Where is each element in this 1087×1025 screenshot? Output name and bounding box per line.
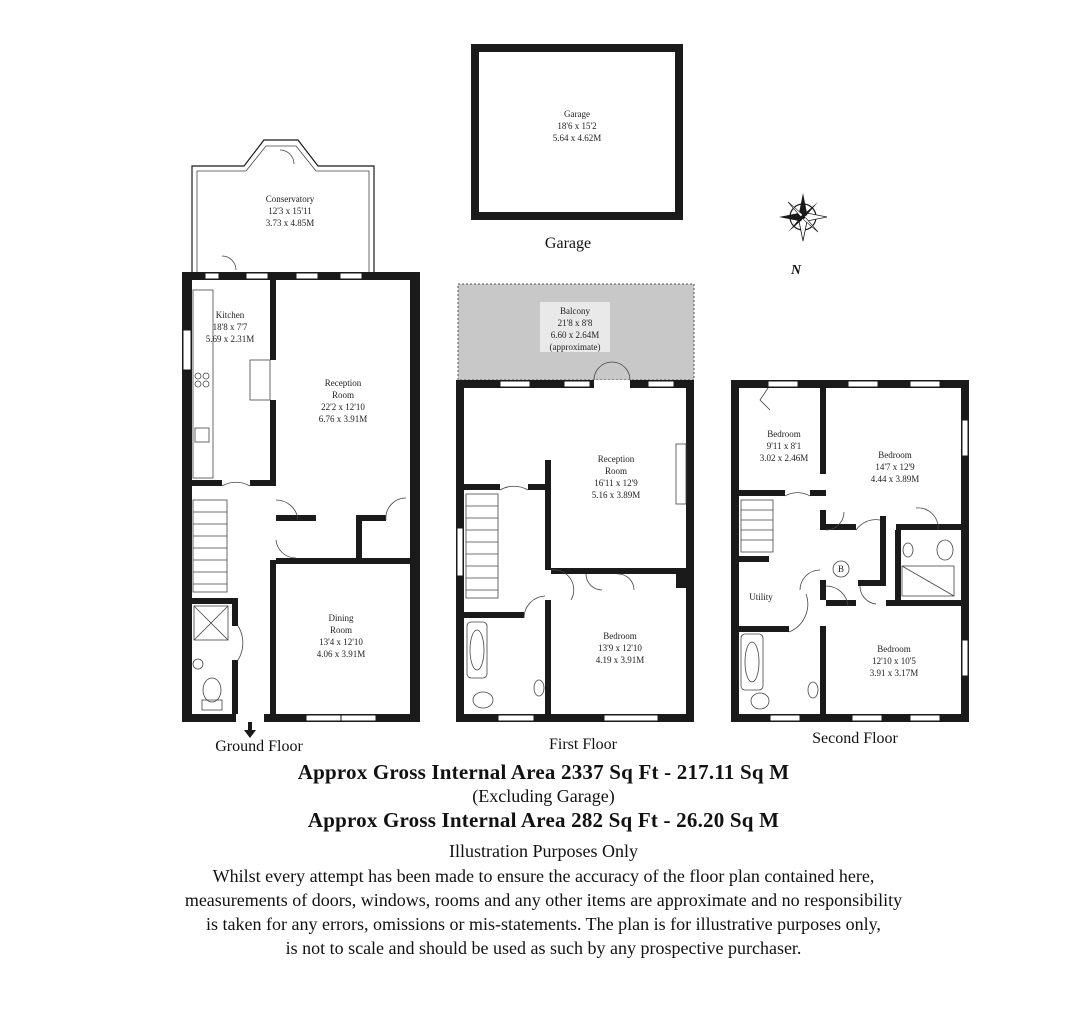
ground-stairs — [193, 500, 227, 592]
disclaimer — [0, 864, 1087, 960]
balcony-dim-metric: 6.60 x 2.64M — [550, 330, 600, 340]
second-bedroom-small-dim-imperial: 9'11 x 8'1 — [766, 441, 802, 451]
first-reception-name-line1: Reception — [597, 454, 635, 464]
disclaimer-line: Whilst every attempt has been made to ensure the accuracy of the floor plan contained here, — [212, 866, 875, 886]
second-bedroom-large-name: Bedroom — [878, 450, 912, 460]
ground-reception-dim-metric: 6.76 x 3.91M — [318, 414, 368, 424]
second-bedroom-front-dim-imperial: 12'10 x 10'5 — [872, 656, 916, 666]
balcony-dim-imperial: 21'8 x 8'8 — [557, 318, 593, 328]
conservatory-dim-metric: 3.73 x 4.85M — [265, 218, 315, 228]
boiler-label: B — [837, 564, 845, 574]
first-reception-dim-imperial: 16'11 x 12'9 — [594, 478, 638, 488]
first-floor-caption: First Floor — [548, 736, 618, 753]
garage-room-name: Garage — [564, 109, 590, 119]
dining-dim-metric: 4.06 x 3.91M — [316, 649, 366, 659]
second-bedroom-large-dim-metric: 4.44 x 3.89M — [870, 474, 920, 484]
utility-label: Utility — [749, 592, 773, 602]
dining-name-line2: Room — [329, 625, 353, 635]
first-reception-dim-metric: 5.16 x 3.89M — [591, 490, 641, 500]
ground-floor-caption: Ground Floor — [215, 738, 303, 755]
compass-rose-icon — [779, 193, 827, 241]
disclaimer-line: is taken for any errors, omissions or mis-statements. The plan is for illustrative purposes only, — [206, 914, 881, 934]
second-bedroom-small-dim-metric: 3.02 x 2.46M — [759, 453, 809, 463]
first-floor-stairs — [466, 494, 498, 598]
second-floor-plan — [731, 380, 969, 747]
ground-reception-name-line2: Room — [331, 390, 355, 400]
dining-dim-imperial: 13'4 x 12'10 — [319, 637, 363, 647]
dining-name-line1: Dining — [328, 613, 354, 623]
conservatory-name: Conservatory — [265, 194, 315, 204]
second-bedroom-front-name: Bedroom — [877, 644, 911, 654]
ground-reception-name-line1: Reception — [324, 378, 362, 388]
conservatory-dim-imperial: 12'3 x 15'11 — [268, 206, 312, 216]
second-floor-caption: Second Floor — [812, 730, 898, 747]
kitchen-dim-metric: 5.69 x 2.31M — [205, 334, 255, 344]
gross-area-garage: Approx Gross Internal Area 282 Sq Ft - 26.20 Sq M — [307, 808, 780, 832]
kitchen-dim-imperial: 18'8 x 7'7 — [212, 322, 248, 332]
illustration-note: Illustration Purposes Only — [449, 841, 638, 861]
balcony-name: Balcony — [560, 306, 590, 316]
first-bedroom-name: Bedroom — [603, 631, 637, 641]
disclaimer-line: is not to scale and should be used as such by any prospective purchaser. — [285, 938, 802, 958]
garage-dim-imperial: 18'6 x 15'2 — [557, 121, 597, 131]
garage-plan — [471, 44, 683, 252]
second-floor-stairs — [741, 500, 773, 552]
first-reception-name-line2: Room — [604, 466, 628, 476]
second-bedroom-small-name: Bedroom — [767, 429, 801, 439]
first-bedroom-dim-imperial: 13'9 x 12'10 — [598, 643, 642, 653]
ground-floor-plan — [182, 140, 420, 755]
first-floor-plan — [456, 284, 694, 753]
second-bedroom-front-dim-metric: 3.91 x 3.17M — [869, 668, 919, 678]
excluding-garage-note: (Excluding Garage) — [472, 786, 615, 806]
compass-north-label: N — [790, 263, 802, 278]
garage-dim-metric: 5.64 x 4.62M — [552, 133, 602, 143]
gross-area-main: Approx Gross Internal Area 2337 Sq Ft - 217.11 Sq M — [297, 760, 790, 784]
kitchen-name: Kitchen — [215, 310, 245, 320]
ground-reception-dim-imperial: 22'2 x 12'10 — [321, 402, 365, 412]
garage-caption: Garage — [544, 235, 592, 252]
disclaimer-line: measurements of doors, windows, rooms and any other items are approximate and no responsibility — [184, 890, 903, 910]
second-bedroom-large-dim-imperial: 14'7 x 12'9 — [875, 462, 915, 472]
balcony-note: (approximate) — [549, 342, 601, 352]
first-bedroom-dim-metric: 4.19 x 3.91M — [595, 655, 645, 665]
